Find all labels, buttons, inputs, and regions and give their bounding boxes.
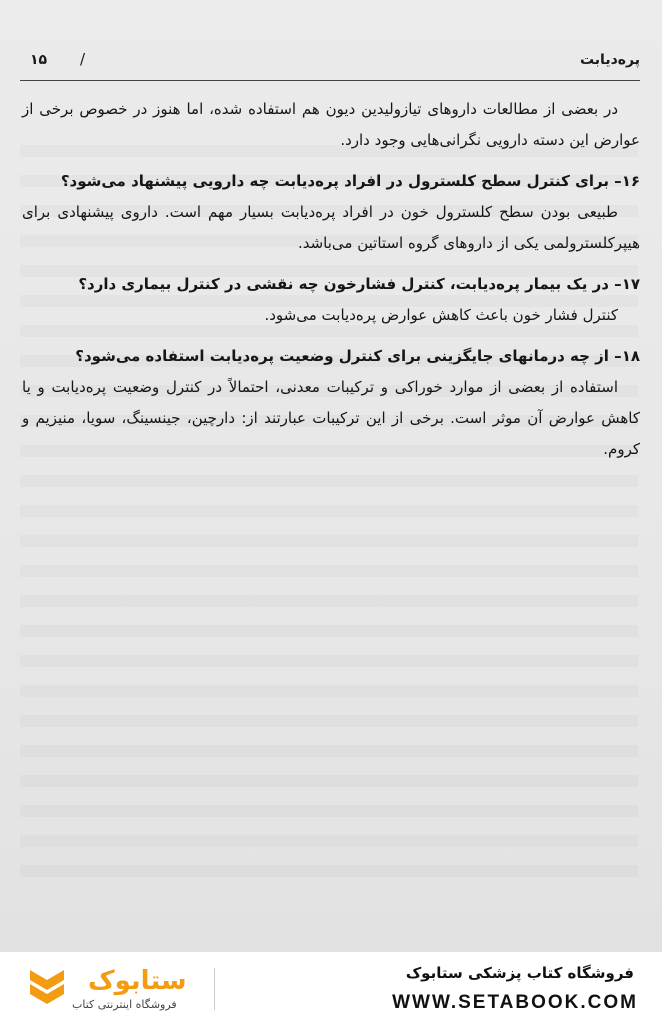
answer-18: استفاده از بعضی از موارد خوراکی و ترکیبات معدنی، احتمالاً در کنترل وضعیت پره‌دیابت و یا کاهش عوارض آن موثر است. برخی از این ترکیبات عبارتند از: دارچین، جینسینگ، سویا، منیزیم و کروم. — [22, 378, 640, 458]
setabook-logo[interactable] — [24, 964, 204, 1014]
website-link[interactable]: WWW.SETABOOK.COM — [392, 992, 638, 1013]
header-rule — [20, 80, 640, 81]
running-header — [22, 46, 640, 76]
logo-tagline: فروشگاه اینترنتی کتاب — [72, 998, 177, 1011]
running-title: پره‌دیابت — [579, 52, 640, 68]
logo-wordmark: ستابوک — [88, 966, 187, 996]
book-chevron-icon — [24, 964, 70, 1010]
header-separator: / — [80, 50, 86, 68]
question-18: ۱۸– از چه درمانهای جایگزینی برای کنترل وضعیت پره‌دیابت استفاده می‌شود؟ — [75, 347, 640, 365]
question-17: ۱۷– در یک بیمار پره‌دیابت، کنترل فشارخون چه نقشی در کنترل بیماری دارد؟ — [78, 275, 640, 293]
footer-divider — [214, 968, 215, 1010]
answer-16: طبیعی بودن سطح کلسترول خون در افراد پره‌دیابت بسیار مهم است. داروی پیشنهادی برای هیپرکلسترولمی یکی از داروهای گروه استاتین می‌باشد. — [22, 203, 640, 252]
answer-17: کنترل فشار خون باعث کاهش عوارض پره‌دیابت می‌شود. — [264, 306, 618, 324]
page-body — [22, 94, 640, 465]
store-name: فروشگاه کتاب پزشکی ستابوک — [405, 964, 634, 982]
store-footer-banner — [0, 952, 662, 1024]
question-16: ۱۶– برای کنترل سطح کلسترول در افراد پره‌دیابت چه دارویی پیشنهاد می‌شود؟ — [60, 172, 640, 190]
page-number: ۱۵ — [30, 52, 48, 68]
intro-paragraph: در بعضی از مطالعات داروهای تیازولیدین دیون هم استفاده شده، اما هنوز در خصوص برخی از عوارض این دسته دارویی نگرانی‌هایی وجود دارد. — [22, 100, 640, 149]
